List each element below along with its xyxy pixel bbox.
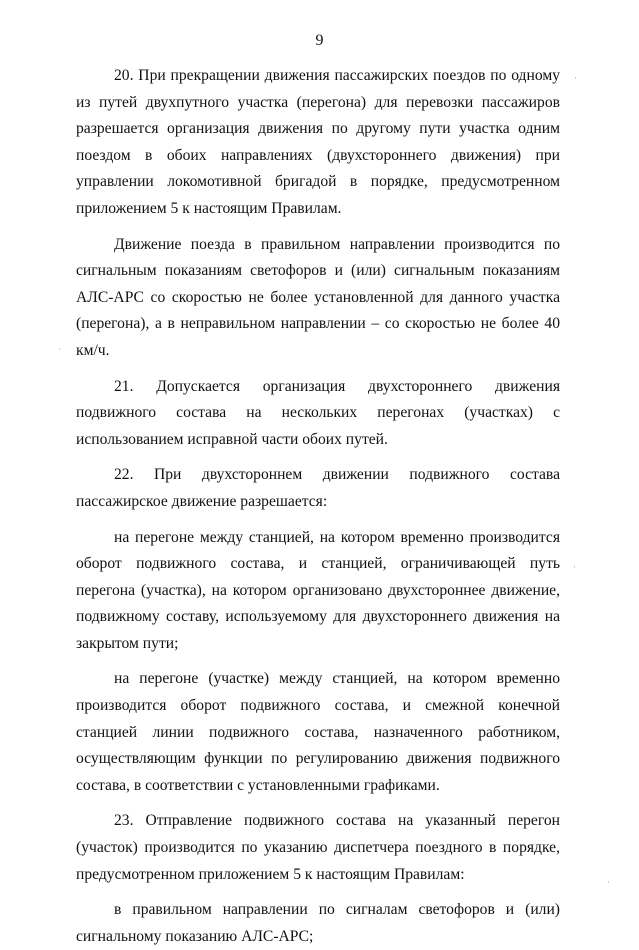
paragraph-22-item-1: на перегоне между станцией, на котором временно производится оборот подвижного состава, и станцией, ограничивающей путь перегона (участка), на котором организовано двухстороннее движение, подвижному составу, используемому для двухстороннего движения на закрытом пути;: [76, 528, 560, 652]
scan-speck: ·: [573, 562, 576, 572]
scan-speck: ·: [607, 877, 610, 887]
page-number: 9: [315, 32, 324, 49]
paragraph-22: 22. При двухстороннем движении подвижного состава пассажирское движение разрешается:: [76, 466, 560, 510]
paragraph-21: 21. Допускается организация двухстороннего движения подвижного состава на нескольких перегонах (участках) с использованием исправной части обоих путей.: [76, 377, 560, 448]
scan-speck: ·: [58, 344, 61, 354]
paragraph-23: 23. Отправление подвижного состава на указанный перегон (участок) производится по указанию диспетчера поездного в порядке, предусмотренном приложением 5 к настоящим Правилам:: [76, 812, 560, 883]
paragraph-movement-speed: Движение поезда в правильном направлении производится по сигнальным показаниям светофоров и (или) сигнальным показаниям АЛС-АРС со скоростью не более установленной для данного участка (перегона), а в неправильном направлении – со скоростью не более 40 км/ч.: [76, 235, 560, 359]
scan-speck: ·: [574, 73, 577, 83]
paragraph-20: 20. При прекращении движения пассажирских поездов по одному из путей двухпутного участка (перегона) для перевозки пассажиров разрешается организация движения по другому пути участка одним поездом в обоих направлениях (двухстороннего движения) при управлении локомотивной бригадой в порядке, предусмотренном приложением 5 к настоящим Правилам.: [76, 67, 560, 217]
document-body: [76, 63, 560, 950]
paragraph-23-item-1: в правильном направлении по сигналам светофоров и (или) сигнальному показанию АЛС-АРС;: [76, 901, 560, 945]
paragraph-22-item-2: на перегоне (участке) между станцией, на котором временно производится оборот подвижного состава, и смежной конечной станцией линии подвижного состава, назначенного работником, осуществляющим функции по регулированию движения подвижного состава, в соответствии с установленными графиками.: [76, 670, 560, 794]
